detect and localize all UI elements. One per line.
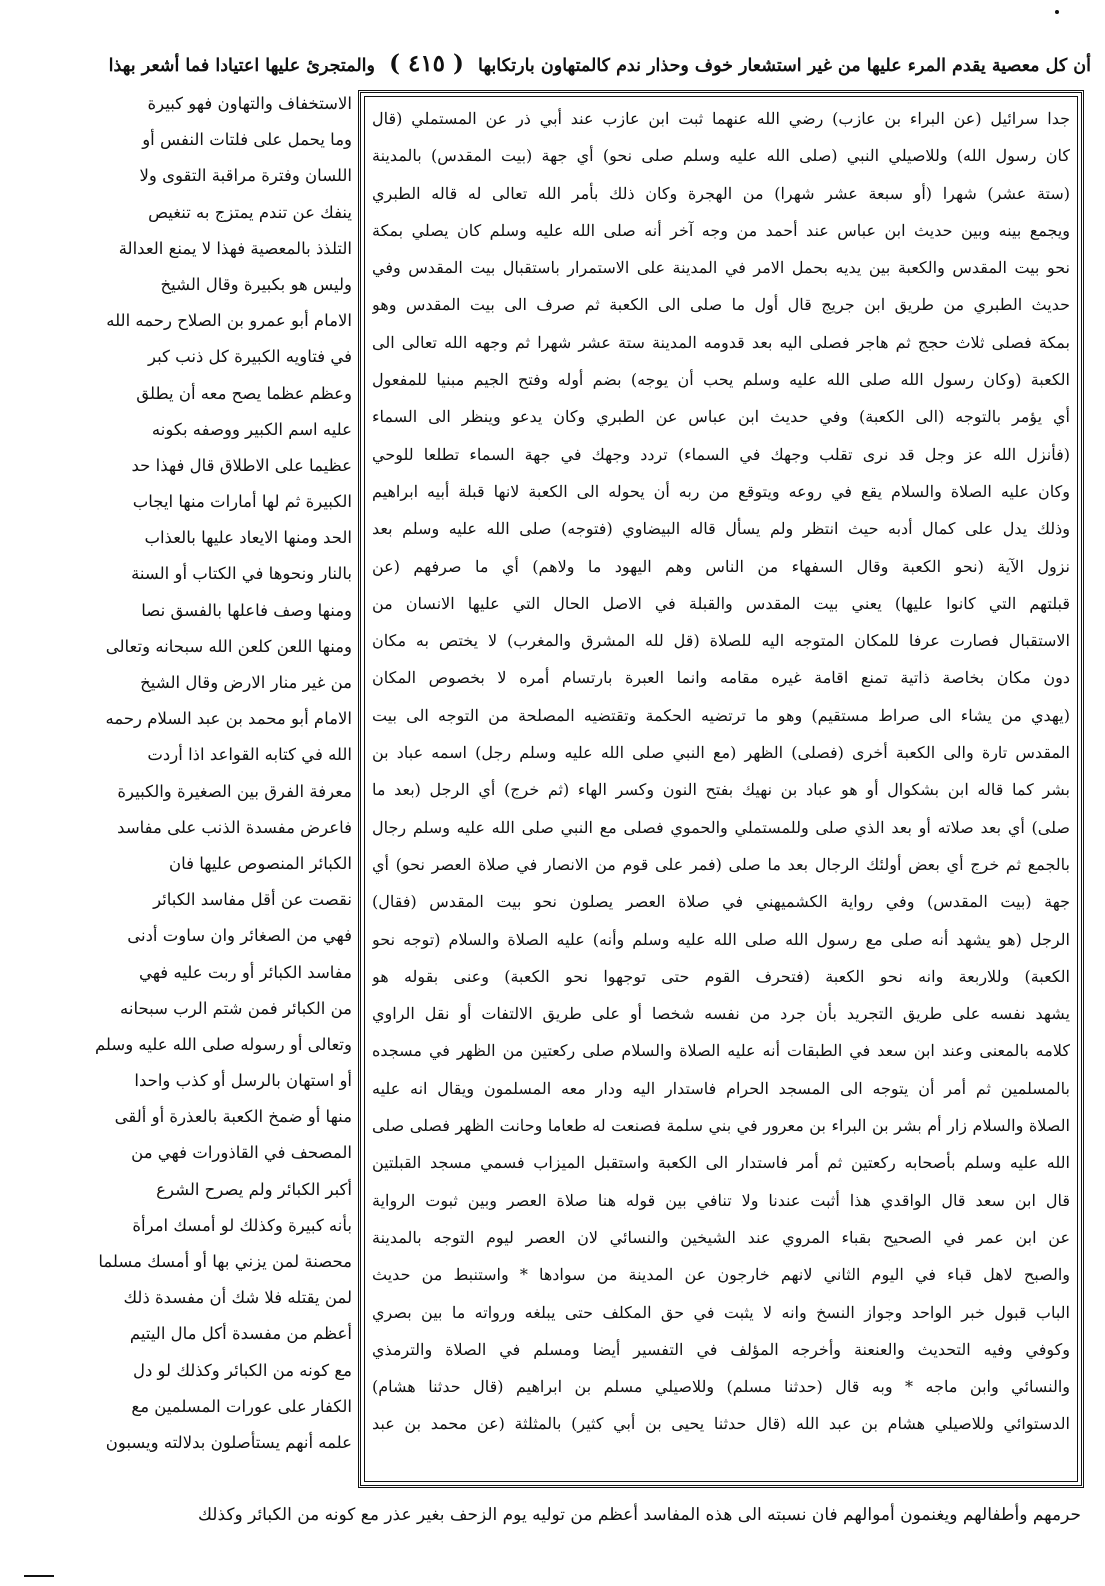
margin-text-line: مع كونه من الكبائر وكذلك لو دل	[132, 1360, 352, 1380]
margin-text-line: وما يحمل على فلتات النفس أو	[142, 130, 352, 150]
main-text-line: الباب قبول خبر الواحد وجواز النسخ وانه لا يثبت في حق المكلف حتى يبلغه ورواته ما بين بصري	[372, 1302, 1070, 1322]
header-text-after: والمتجرئ عليها اعتيادا فما أشعر بهذا	[108, 56, 375, 76]
main-text-line: والصبح لاهل قباء في اليوم الثاني لانهم خارجون عن المدينة من سوادها * واستنبط من حديث	[372, 1265, 1070, 1285]
margin-text-line: من غير منار الارض وقال الشيخ	[140, 673, 352, 692]
main-text-line: الصلاة والسلام زار أم بشر بن البراء بن معرور في بني سلمة فصنعت له طعاما وحانت الظهر فصلى صلى	[372, 1116, 1070, 1136]
main-text-body	[372, 100, 1070, 1482]
main-text-line: بالمسلمين ثم أمر أن يتوجه الى المسجد الحرام فاستدار اليه ودار معه المسلمون ويقال انه عليه	[372, 1078, 1070, 1098]
main-text-line: والنسائي وابن ماجه * وبه قال (حدثنا مسلم) وللاصيلي مسلم بن ابراهيم (قال حدثنا هشام)	[372, 1377, 1070, 1397]
main-text-line: كان رسول الله) وللاصيلي النبي (صلى الله عليه وسلم صلى نحو) أي جهة (بيت المقدس) بالمدينة	[372, 146, 1070, 166]
main-text-line: وكوفي وفيه التحديث والعنعنة وأخرجه المؤلف في التفسير أيضا ومسلم في الصلاة والترمذي	[372, 1339, 1070, 1359]
main-text-line: ويجمع بينه وبين حديث ابن عباس عند أحمد من وجه آخر أنه صلى الله عليه وسلم كان يصلي بمكة	[372, 220, 1070, 240]
margin-text-line: فهي من الصغائر وان ساوت أدنى	[127, 926, 352, 946]
margin-text-line: ومنها اللعن كلعن الله سبحانه وتعالى	[105, 636, 352, 656]
margin-text-line: الحد ومنها الايعاد عليها بالعذاب	[144, 528, 352, 548]
main-text-line: (يهدي من يشاء الى صراط مستقيم) وهو ما ترتضيه الحكمة وتقتضيه المصلحة من التوجه الى بيت	[372, 705, 1070, 725]
margin-text-line: الكبائر المنصوص عليها فان	[168, 853, 352, 873]
margin-text-line: فاعرض مفسدة الذنب على مفاسد	[117, 817, 352, 837]
margin-text-line: التلذذ بالمعصية فهذا لا يمنع العدالة	[118, 238, 352, 258]
main-text-line: يشهد نفسه على طريق التجريد بأن جرد من نفسه شخصا أو على طريق الالتفات أو نقل الراوي	[372, 1004, 1070, 1024]
main-text-line: المقدس تارة والى الكعبة أخرى (فصلى) الظهر (مع النبي صلى الله عليه وسلم رجل) اسمه عباد بن	[372, 743, 1070, 763]
main-text-line: الكعبة (وكان رسول الله صلى الله عليه وسلم يحب أن يوجه) بضم أوله وفتح الجيم مبنيا للمفعول	[372, 370, 1070, 390]
main-text-line: أي يؤمر بالتوجه (الى الكعبة) وفي حديث ابن عباس عن الطبري وكان يدعو وينظر الى السماء	[372, 407, 1070, 427]
main-text-line: الدستوائي وللاصيلي هشام بن عبد الله (قال حدثنا يحيى بن أبي كثير) بالمثلثة (عن محمد بن عبد	[372, 1414, 1070, 1434]
main-text-line: (فأنزل الله عز وجل قد نرى تقلب وجهك في السماء) تردد وجهك في جهة السماء تطلعا للوحي	[372, 444, 1070, 464]
margin-text-line: الامام أبو محمد بن عبد السلام رحمه	[105, 709, 352, 729]
main-text-line: الكعبة) وللاربعة وانه نحو الكعبة (فتحرف القوم حتى توجهوا نحو الكعبة) وعنى بقوله هو	[372, 966, 1070, 986]
margin-text-line: منها أو ضمخ الكعبة بالعذرة أو ألقى	[114, 1107, 352, 1127]
main-text-line: (ستة عشر) شهرا (أو سبعة عشر شهرا) من الهجرة وكان ذلك بأمر الله تعالى له قاله الطبري	[372, 183, 1070, 203]
main-text-line: عن ابن عمر في الصحيح بقباء المروي عند الشيخين والنسائي لان العصر ليوم التوجه بالمدينة	[372, 1227, 1070, 1247]
main-text-line: صلى) أي بعد صلاته أو بعد الذي صلى وللمستملي والحموي فصلى مع النبي صلى الله عليه وسلم رجال	[372, 817, 1070, 837]
main-text-line: قال ابن سعد قال الواقدي هذا أثبت عندنا ولا تنافي بين قوله هنا صلاة العصر وبين ثبوت الرواية	[372, 1190, 1070, 1210]
margin-text-line: المصحف في القاذورات فهي من	[131, 1143, 352, 1163]
margin-text-line: ينفك عن تندم يمتزج به تنغيص	[148, 202, 352, 222]
margin-commentary	[18, 86, 352, 1488]
margin-text-line: الكبيرة ثم لها أمارات منها ايجاب	[132, 492, 352, 512]
main-text-line: جهة (بيت المقدس) وفي رواية الكشميهني في صلاة العصر يصلون نحو بيت المقدس (فقال)	[372, 892, 1070, 912]
main-text-line: الله عليه وسلم بأصحابه ركعتين ثم أمر فاستدار الى الكعبة واستقبل الميزاب فسمي مسجد القبلتين	[372, 1153, 1070, 1173]
margin-text-line: لمن يقتله فلا شك أن مفسدة ذلك	[123, 1288, 352, 1308]
margin-text-line: وليس هو بكبيرة وقال الشيخ	[160, 274, 352, 294]
margin-text-line: من الكبائر فمن شتم الرب سبحانه	[120, 998, 352, 1018]
header-text-before: أن كل معصية يقدم المرء عليها من غير استشعار خوف وحذار ندم كالمتهاون بارتكابها	[478, 56, 1091, 76]
margin-text-line: مفاسد الكبائر أو ربت عليه فهي	[138, 962, 352, 982]
margin-text-line: وعظم عظما يصح معه أن يطلق	[136, 383, 352, 403]
main-text-line: قبلتهم التي كانوا عليها) يعني بيت المقدس والقبلة في الاصل الحال التي عليها الانسان من	[372, 593, 1070, 613]
main-text-line: بالجمع ثم خرج أي بعض أولئك الرجال بعد ما صلى (فمر على قوم من الانصار في صلاة العصر نحو) أي	[372, 854, 1070, 874]
main-text-line: جدا سرائيل (عن البراء بن عازب) رضي الله عنهما ثبت ابن عازب عند أبي ذر عن المستملي (قال	[372, 109, 1070, 128]
margin-text-line: اللسان وفترة مراقبة التقوى ولا	[139, 166, 352, 186]
margin-text-line: عظيما على الاطلاق قال فهذا حد	[131, 455, 352, 475]
main-text-line: وذلك يدل على كمال أدبه حيث انتظر ولم يسأل قاله البيضاوي (فتوجه) صلى الله عليه وسلم بعد	[372, 519, 1070, 539]
main-text-line: كلامه بالمعنى وعند ابن سعد في الطبقات أنه عليه الصلاة والسلام صلى ركعتين من الظهر في مسجده	[372, 1041, 1070, 1061]
margin-text-line: عليه اسم الكبير ووصفه بكونه	[151, 419, 352, 439]
page-footer-line: حرمهم وأطفالهم ويغنمون أموالهم فان نسبته الى هذه المفاسد أعظم من توليه يوم الزحف بغير عذر مع كونه من الكبائر وكذلك	[197, 1505, 1081, 1525]
margin-text-line: أو استهان بالرسل أو كذب واحدا	[134, 1071, 352, 1091]
margin-text-line: الكفار على عورات المسلمين مع	[131, 1396, 352, 1416]
main-text-line: حديث الطبري من طريق ابن جريج قال أول ما صلى الى الكعبة ثم صرف الى بيت المقدس وهو	[372, 295, 1070, 315]
main-text-line: نحو بيت المقدس والكعبة بين يديه بحمل الامر في المدينة على الاستمرار باستقبال بيت المقدس وفي	[372, 258, 1070, 278]
margin-text-line: وتعالى أو رسوله صلى الله عليه وسلم	[94, 1034, 352, 1054]
margin-text-line: الاستخفاف والتهاون فهو كبيرة	[147, 94, 352, 113]
main-text-line: نزول الآية (نحو الكعبة وقال السفهاء من الناس وهم اليهود ما ولاهم) أي ما صرفهم (عن	[372, 556, 1070, 576]
margin-text-line: ومنها وصف فاعلها بالفسق نصا	[141, 600, 352, 620]
margin-text-line: بالنار ونحوها في الكتاب أو السنة	[131, 564, 352, 584]
footer-rule	[24, 1575, 54, 1577]
main-text-line: بمكة فصلى ثلاث حجج ثم هاجر فصلى اليه بعد قدومه المدينة ستة عشر شهرا ثم وجهه الله تعالى الى	[372, 332, 1070, 352]
margin-text-line: علمه أنهم يستأصلون بدلالته ويسبون	[105, 1432, 352, 1452]
main-text-line: دون مكان بخاصة ذاتية تمنع اقامة غيره مقامه وانما العبرة بارتسام أمره لا بخصوص المكان	[372, 668, 1070, 688]
margin-text-line: الامام أبو عمرو بن الصلاح رحمه الله	[106, 311, 352, 331]
page-number: ( ٤١٥ )	[389, 50, 464, 77]
margin-text-line: الله في كتابه القواعد اذا أردت	[147, 745, 352, 765]
margin-text-line: محصنة لمن يزني بها أو أمسك مسلما	[98, 1252, 352, 1271]
margin-text-line: معرفة الفرق بين الصغيرة والكبيرة	[117, 781, 352, 801]
page-header	[14, 42, 1091, 86]
main-text-line: بشر كما قاله ابن بشكوال أو هو عباد بن نهيك بفتح النون وكسر الهاء (ثم خرج) أي الرجل (بعد ما	[372, 780, 1070, 800]
page-speck	[1055, 10, 1059, 14]
main-text-line: وكان عليه الصلاة والسلام يقع في روعه ويتوقع من ربه أن يحوله الى الكعبة لانها قبلة أبيه ابراهيم	[372, 481, 1070, 501]
margin-text-line: في فتاويه الكبيرة كل ذنب كبر	[147, 347, 352, 367]
margin-text-line: أعظم من مفسدة أكل مال اليتيم	[129, 1324, 352, 1344]
margin-text-line: أكبر الكبائر ولم يصرح الشرع	[156, 1179, 352, 1199]
main-text-line: الاستقبال فصارت عرفا للمكان المتوجه اليه للصلاة (قل لله المشرق والمغرب) لا يختص به مكان	[372, 631, 1070, 651]
margin-text-line: بأنه كبيرة وكذلك لو أمسك امرأة	[132, 1215, 352, 1235]
main-text-line: الرجل (هو يشهد أنه صلى مع رسول الله صلى الله عليه وسلم وأنه) عليه الصلاة والسلام (توجه نحو	[372, 929, 1070, 949]
margin-text-line: نقصت عن أقل مفاسد الكبائر	[153, 890, 352, 910]
